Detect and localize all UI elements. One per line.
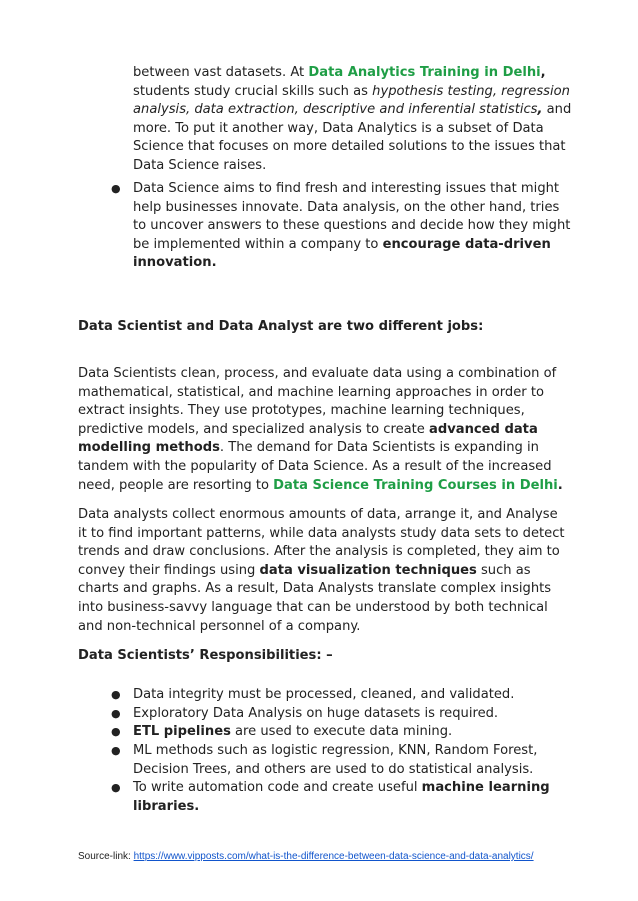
text-run: Data Science aims to find fresh and interesting issues that might help businesses innovate. Data analysis, on the other hand, tries to uncover answers to these questions and decide how they might be implemented within a company to bbox=[133, 181, 571, 252]
text-run: To write automation code and create useful bbox=[133, 780, 422, 795]
responsibility-item bbox=[111, 686, 573, 705]
text-run: Data integrity must be processed, cleaned, and validated. bbox=[133, 687, 515, 702]
intro-list-item-1 bbox=[133, 64, 573, 176]
text-run: and more. To put it another way, Data Analytics is a subset of Data Science that focuses on more detailed solutions to the issues that Data Science raises. bbox=[133, 102, 572, 173]
source-link[interactable]: https://www.vipposts.com/what-is-the-difference-between-data-science-and-data-analytics/ bbox=[133, 851, 534, 862]
text-run: , bbox=[537, 102, 543, 118]
data-science-training-link[interactable]: Data Science Training Courses in Delhi bbox=[273, 477, 558, 493]
source-footer bbox=[78, 851, 534, 862]
text-run: . The demand for Data Scientists is expanding in tandem with the popularity of Data Science. As a result of the increased need, people are resorting to bbox=[78, 440, 552, 493]
bullet-icon: ● bbox=[111, 781, 121, 794]
bullet-icon: ● bbox=[111, 725, 121, 738]
bullet-icon: ● bbox=[111, 744, 121, 757]
responsibility-item bbox=[111, 705, 573, 724]
source-label: Source-link: bbox=[78, 851, 134, 862]
responsibility-item bbox=[111, 779, 573, 816]
paragraph-data-scientists bbox=[78, 365, 568, 495]
bullet-icon: ● bbox=[111, 707, 121, 720]
text-run: Data Scientists clean, process, and evaluate data using a combination of mathematical, statistical, and machine learning approaches in order to extract insights. They use prototypes, machine learning techniques, predictive models, and specialized analysis to create bbox=[78, 366, 557, 437]
bold-run: ETL pipelines bbox=[133, 724, 231, 739]
bold-run: encourage data-driven innovation. bbox=[133, 236, 551, 271]
section-heading-jobs: Data Scientist and Data Analyst are two different jobs: bbox=[78, 319, 484, 334]
text-run: . bbox=[557, 477, 563, 493]
text-run: ML methods such as logistic regression, KNN, Random Forest, Decision Trees, and others are used to do statistical analysis. bbox=[133, 743, 538, 777]
bold-run: machine learning libraries. bbox=[133, 780, 550, 814]
text-run: Exploratory Data Analysis on huge datasets is required. bbox=[133, 706, 499, 721]
data-analytics-training-link[interactable]: Data Analytics Training in Delhi bbox=[308, 65, 541, 80]
section-heading-responsibilities: Data Scientists’ Responsibilities: – bbox=[78, 648, 333, 663]
paragraph-data-analysts bbox=[78, 506, 568, 636]
text-run: between vast datasets. At bbox=[133, 65, 309, 80]
text-run: are used to execute data mining. bbox=[230, 724, 453, 739]
responsibility-item bbox=[111, 723, 573, 742]
intro-list-item-2 bbox=[111, 180, 573, 273]
bold-run: data visualization techniques bbox=[259, 562, 477, 578]
text-run: such as charts and graphs. As a result, Data Analysts translate complex insights into business-savvy language that can be understood by both technical and non-technical personnel of a company. bbox=[78, 562, 552, 634]
bold-run: advanced data modelling methods bbox=[78, 421, 538, 456]
text-run: , bbox=[540, 65, 546, 80]
bullet-icon: ● bbox=[111, 688, 121, 701]
italic-skills: hypothesis testing, regression analysis, data extraction, descriptive and inferential statistics bbox=[133, 83, 570, 118]
text-run: students study crucial skills such as bbox=[133, 83, 373, 99]
text-run: Data analysts collect enormous amounts of data, arrange it, and Analyse it to find important patterns, while data analysts study data sets to detect trends and draw conclusions. After the analysis is completed, they aim to convey their findings using bbox=[78, 507, 565, 578]
bullet-icon: ● bbox=[111, 182, 121, 195]
responsibility-item bbox=[111, 742, 573, 779]
